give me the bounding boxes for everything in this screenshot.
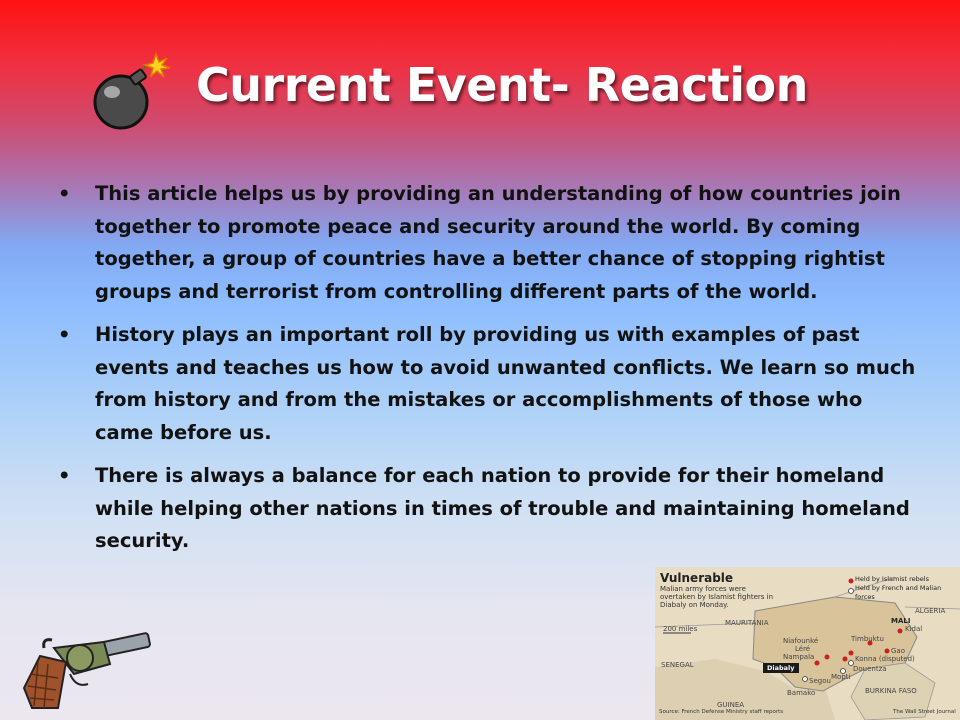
- map-label: Timbuktu: [851, 635, 884, 643]
- map-label: Niafounké: [783, 637, 819, 645]
- mali-map-image: [655, 567, 960, 720]
- map-label: Segou: [809, 677, 831, 685]
- bullet-marker: •: [58, 182, 71, 205]
- map-label: SENEGAL: [661, 661, 694, 669]
- map-label: BURKINA FASO: [865, 687, 917, 695]
- legend-government: Held by French and Malian forces: [855, 584, 942, 601]
- map-label: Gao: [891, 647, 905, 655]
- map-credit: The Wall Street Journal: [893, 709, 956, 715]
- map-label: ALGERIA: [915, 607, 946, 615]
- map-scale: 200 miles: [663, 625, 698, 633]
- map-label: Konna (disputed): [855, 655, 915, 663]
- map-legend: [845, 575, 953, 602]
- list-item: [58, 178, 918, 308]
- bullet-text: This article helps us by providing an understanding of how countries join together to promote peace and security around the world. By coming together, a group of countries have a better chance of stopping rightist groups and terrorist from controlling different parts of the world.: [95, 182, 901, 303]
- bullet-text: History plays an important roll by providing us with examples of past events and teaches us how to avoid unwanted conflicts. We learn so much from history and from the mistakes or accomplishments of those who came before us.: [95, 323, 916, 444]
- map-title: Vulnerable: [660, 571, 734, 585]
- map-label: Léré: [795, 645, 811, 653]
- list-item: [58, 319, 918, 449]
- map-label: GUINEA: [717, 701, 745, 709]
- map-label: Douentza: [853, 665, 887, 673]
- list-item: [58, 460, 918, 558]
- map-label: Mopti: [831, 673, 851, 681]
- map-subtitle: Malian army forces were overtaken by Islamist fighters in Diabaly on Monday.: [660, 585, 774, 609]
- map-source: Source: French Defense Ministry staff reports: [659, 709, 784, 715]
- map-label: MAURITANIA: [725, 619, 769, 627]
- slide-title: Current Event- Reaction: [196, 58, 808, 112]
- bullet-marker: •: [58, 464, 71, 487]
- diabaly-tag: Diabaly: [763, 663, 799, 673]
- bomb-icon: [88, 52, 178, 132]
- bullet-list: [58, 178, 918, 569]
- bullet-text: There is always a balance for each nation to provide for their homeland while helping other nations in times of trouble and maintaining homeland security.: [95, 464, 910, 552]
- map-label: Bamako: [787, 689, 816, 697]
- bullet-marker: •: [58, 323, 71, 346]
- map-country-label: MALI: [891, 617, 911, 625]
- revolver-icon: [14, 618, 154, 714]
- legend-rebels: Held by Islamist rebels: [855, 575, 930, 583]
- map-label: Nampala: [783, 653, 815, 661]
- map-label: Kidal: [905, 625, 923, 633]
